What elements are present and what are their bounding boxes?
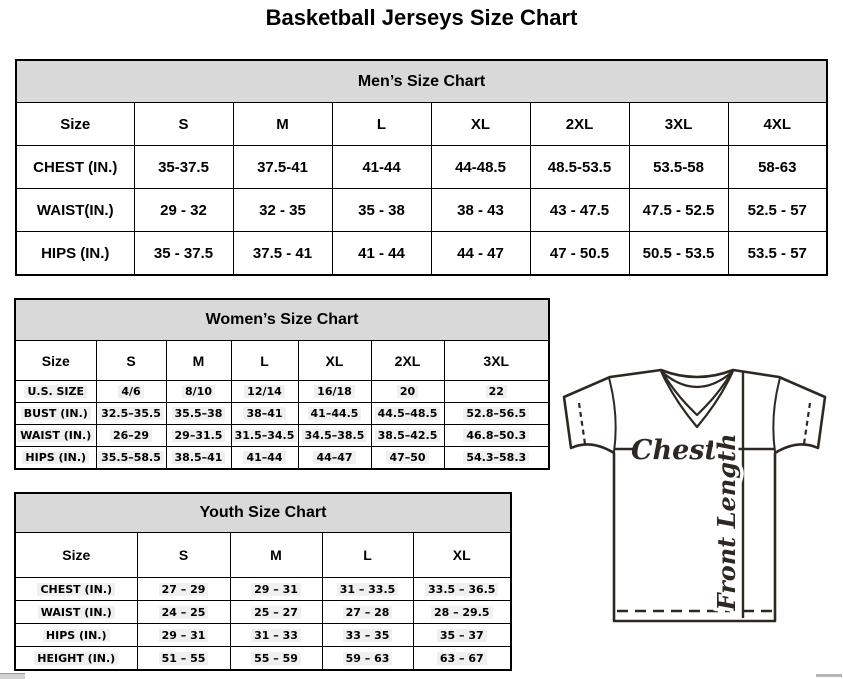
size-column-header: 3XL — [629, 103, 728, 146]
size-value: 53.5 - 57 — [728, 232, 827, 276]
size-value: 24 – 25 — [137, 601, 230, 624]
size-value: 38–41 — [231, 403, 298, 425]
size-value: 35-37.5 — [134, 146, 233, 189]
size-value: 58-63 — [728, 146, 827, 189]
size-value: 55 – 59 — [230, 647, 322, 671]
size-value: 29 - 32 — [134, 189, 233, 232]
size-value: 35.5–58.5 — [96, 447, 166, 470]
size-column-header: L — [231, 341, 298, 381]
size-value: 44.5–48.5 — [371, 403, 444, 425]
size-value: 41-44 — [332, 146, 431, 189]
size-column-header: M — [233, 103, 332, 146]
size-value: 32.5–35.5 — [96, 403, 166, 425]
size-value: 47.5 - 52.5 — [629, 189, 728, 232]
size-value: 35 - 37.5 — [134, 232, 233, 276]
size-value: 38 - 43 — [431, 189, 530, 232]
womens-size-table — [14, 298, 550, 470]
size-value: 27 – 28 — [322, 601, 413, 624]
size-value: 33 – 35 — [322, 624, 413, 647]
size-value: 44-48.5 — [431, 146, 530, 189]
size-value: 33.5 – 36.5 — [413, 578, 511, 601]
mens-size-table — [15, 59, 828, 276]
size-column-header: XL — [298, 341, 371, 381]
row-label: HIPS (IN.) — [15, 447, 96, 470]
size-column-header: 2XL — [371, 341, 444, 381]
size-column-header: M — [230, 533, 322, 578]
size-value: 41 - 44 — [332, 232, 431, 276]
size-column-header: S — [137, 533, 230, 578]
horizontal-scrollbar-fragment-right[interactable] — [816, 674, 842, 677]
size-column-header: 4XL — [728, 103, 827, 146]
size-value: 35 – 37 — [413, 624, 511, 647]
size-value: 38.5–41 — [166, 447, 231, 470]
row-label: BUST (IN.) — [15, 403, 96, 425]
row-label: WAIST (IN.) — [15, 601, 137, 624]
size-value: 46.8–50.3 — [444, 425, 549, 447]
size-column-header: S — [134, 103, 233, 146]
size-value: 63 – 67 — [413, 647, 511, 671]
size-value: 29 – 31 — [230, 578, 322, 601]
row-label: U.S. SIZE — [15, 381, 96, 403]
size-value: 34.5–38.5 — [298, 425, 371, 447]
size-value: 4/6 — [96, 381, 166, 403]
size-column-header: L — [332, 103, 431, 146]
row-label: WAIST(IN.) — [16, 189, 134, 232]
size-value: 31 – 33.5 — [322, 578, 413, 601]
row-label: CHEST (IN.) — [16, 146, 134, 189]
size-value: 44–47 — [298, 447, 371, 470]
size-value: 22 — [444, 381, 549, 403]
table-title: Youth Size Chart — [15, 493, 511, 533]
size-value: 44 - 47 — [431, 232, 530, 276]
size-value: 41–44.5 — [298, 403, 371, 425]
row-label: WAIST (IN.) — [15, 425, 96, 447]
size-value: 20 — [371, 381, 444, 403]
size-value: 29 – 31 — [137, 624, 230, 647]
row-label: CHEST (IN.) — [15, 578, 137, 601]
row-label: HEIGHT (IN.) — [15, 647, 137, 671]
jersey-measurement-diagram — [558, 360, 843, 632]
size-value: 43 - 47.5 — [530, 189, 629, 232]
size-value: 16/18 — [298, 381, 371, 403]
front-length-label: Front Length — [712, 433, 741, 611]
size-value: 52.5 - 57 — [728, 189, 827, 232]
size-value: 41–44 — [231, 447, 298, 470]
page-title: Basketball Jerseys Size Chart — [265, 5, 578, 30]
size-header: Size — [15, 341, 96, 381]
size-column-header: L — [322, 533, 413, 578]
size-value: 59 – 63 — [322, 647, 413, 671]
size-value: 25 – 27 — [230, 601, 322, 624]
size-column-header: 2XL — [530, 103, 629, 146]
size-value: 35 - 38 — [332, 189, 431, 232]
horizontal-scrollbar-fragment-left[interactable] — [0, 673, 25, 679]
size-column-header: S — [96, 341, 166, 381]
size-value: 31.5–34.5 — [231, 425, 298, 447]
size-value: 37.5 - 41 — [233, 232, 332, 276]
size-column-header: XL — [431, 103, 530, 146]
youth-size-table — [14, 492, 512, 671]
size-value: 26–29 — [96, 425, 166, 447]
size-value: 12/14 — [231, 381, 298, 403]
size-value: 50.5 - 53.5 — [629, 232, 728, 276]
size-header: Size — [15, 533, 137, 578]
size-value: 28 – 29.5 — [413, 601, 511, 624]
size-header: Size — [16, 103, 134, 146]
size-value: 32 - 35 — [233, 189, 332, 232]
table-title: Women’s Size Chart — [15, 299, 549, 341]
size-value: 48.5-53.5 — [530, 146, 629, 189]
size-value: 31 – 33 — [230, 624, 322, 647]
size-value: 37.5-41 — [233, 146, 332, 189]
size-value: 27 – 29 — [137, 578, 230, 601]
size-value: 47–50 — [371, 447, 444, 470]
size-value: 35.5–38 — [166, 403, 231, 425]
size-column-header: 3XL — [444, 341, 549, 381]
row-label: HIPS (IN.) — [16, 232, 134, 276]
size-column-header: XL — [413, 533, 511, 578]
size-value: 53.5-58 — [629, 146, 728, 189]
row-label: HIPS (IN.) — [15, 624, 137, 647]
size-value: 52.8–56.5 — [444, 403, 549, 425]
size-value: 29–31.5 — [166, 425, 231, 447]
size-value: 47 - 50.5 — [530, 232, 629, 276]
size-value: 8/10 — [166, 381, 231, 403]
table-title: Men’s Size Chart — [16, 60, 827, 103]
size-column-header: M — [166, 341, 231, 381]
size-value: 38.5–42.5 — [371, 425, 444, 447]
size-value: 54.3–58.3 — [444, 447, 549, 470]
chest-label: Chest — [631, 435, 717, 466]
jersey-outline — [564, 370, 825, 621]
size-value: 51 – 55 — [137, 647, 230, 671]
